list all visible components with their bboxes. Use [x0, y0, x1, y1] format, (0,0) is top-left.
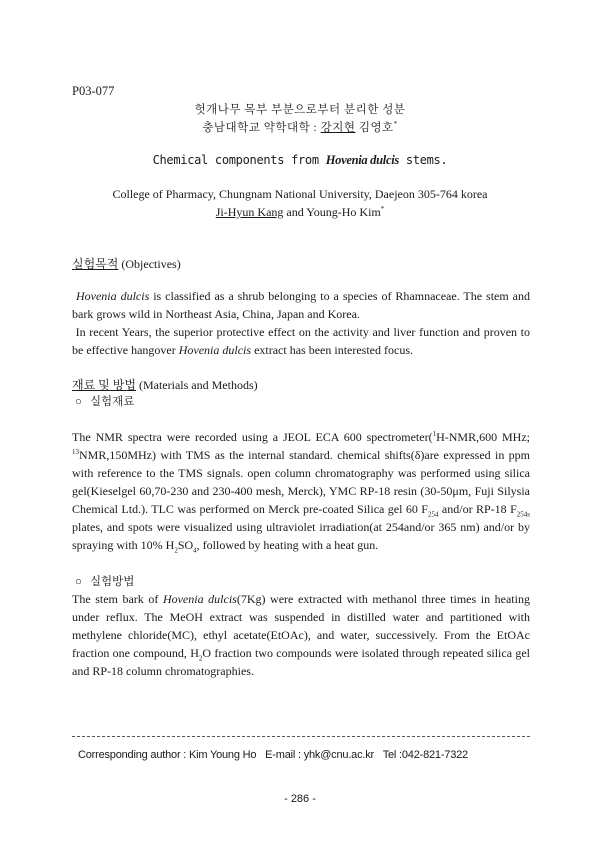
objectives-p2-start: In recent Years, the superior protective effect on the activity and liver function and proven to be effective hangover [72, 325, 530, 357]
materials-paragraph [72, 428, 530, 554]
materials-text: SO [177, 538, 194, 552]
superscript: 1 [432, 430, 437, 438]
objectives-heading [72, 255, 181, 272]
methods-heading-en: (Materials and Methods) [135, 378, 258, 392]
english-title-suffix: stems. [398, 153, 448, 167]
subscript: 2 [198, 654, 203, 663]
procedure-text: The stem bark of [72, 592, 163, 606]
corresponding-mark: * [380, 205, 385, 213]
species-name: Hovenia dulcis [162, 592, 237, 606]
english-affiliation: College of Pharmacy, Chungnam National University, Daejeon 305-764 korea [112, 187, 488, 201]
procedure-paragraph [72, 590, 530, 680]
subscript: 254s [516, 510, 530, 519]
materials-text: and/or RP-18 F [438, 502, 517, 516]
objectives-p2-end: extract has been interested focus. [251, 343, 413, 357]
korean-title: 헛개나무 목부 부분으로부터 분리한 성분 [194, 104, 406, 116]
materials-subheading [75, 393, 134, 409]
author-1: Ji-Hyun Kang [215, 205, 284, 219]
materials-text: , followed by heating with a heat gun. [196, 538, 379, 552]
materials-label: 실험재료 [89, 396, 135, 408]
korean-corresponding-mark: * [393, 120, 398, 129]
circle-bullet: ○ [75, 576, 82, 588]
materials-text: plates, and spots were visualized using ultraviolet irradiation(at 254and/or 365 nm) and/or by spraying with 10% H [72, 520, 530, 552]
objectives-p1-text: is classified as a shrub belonging to a species of Rhamnaceae. The stem and bark grows wild in Northeast Asia, China, Japan and Korea. [72, 289, 530, 321]
procedure-subheading [75, 573, 134, 589]
korean-author-1: 강지현 [320, 122, 356, 134]
circle-bullet: ○ [75, 396, 82, 408]
korean-affiliation [0, 119, 600, 135]
species-name: Hovenia dulcis [178, 343, 252, 357]
objectives-heading-en: (Objectives) [118, 257, 181, 271]
english-title-species: Hovenia dulcis [325, 153, 399, 167]
corresponding-info [78, 749, 474, 761]
korean-author-2: 김영호 [358, 122, 394, 134]
materials-text: H-NMR,600 MHz; [436, 430, 530, 444]
methods-heading [72, 376, 258, 393]
telephone: Tel :042-821-7322 [382, 749, 468, 761]
korean-affiliation-text: 충남대학교 약학대학 : [202, 122, 318, 134]
subscript: 4 [193, 546, 197, 555]
species-name: Hovenia dulcis [75, 289, 150, 303]
materials-text: The NMR spectra were recorded using a JEOL ECA 600 spectrometer( [72, 430, 433, 444]
english-title [0, 153, 600, 168]
procedure-label: 실험방법 [89, 576, 135, 588]
superscript: 13 [72, 448, 79, 456]
english-title-prefix: Chemical components from [152, 153, 326, 167]
methods-heading-kr: 재료 및 방법 [72, 378, 136, 392]
materials-text: NMR,150MHz) with TMS as the internal standard. chemical shifts(δ)are expressed in ppm with reference to the TMS signals. open column chromatography was performed using silica gel(Kieselgel 60,70-230 and 230-400 mesh, Merck), YMC RP-18 resin (30-50μm, Fuji Silysia Chemical Ltd.). TLC was performed on Merck pre-coated Silica gel 60 F [72, 448, 530, 516]
procedure-text: (7Kg) were extracted with methanol three times in heating under reflux. The MeOH extract was suspended in distilled water and partitioned with methylene chloride(MC), ethyl acetate(EtOAc), and water, successively. From the EtOAc fraction one compound, H [72, 592, 530, 660]
author-2: Young-Ho Kim [306, 205, 381, 219]
objectives-paragraph-1 [72, 287, 530, 323]
objectives-paragraph-2 [72, 323, 530, 359]
english-authors [0, 205, 600, 220]
poster-code: P03-077 [72, 84, 115, 98]
page-number: - 286 - [284, 793, 316, 805]
corresponding-author: Corresponding author : Kim Young Ho [78, 749, 257, 761]
subscript: 2 [174, 546, 178, 555]
objectives-heading-kr: 실험목적 [72, 257, 119, 271]
procedure-text: O fraction two compounds were isolated through repeated silica gel and RP-18 column chromatographies. [72, 646, 530, 678]
footer-divider [72, 736, 530, 737]
author-connector: and [283, 205, 307, 219]
email: E-mail : yhk@cnu.ac.kr [265, 749, 375, 761]
subscript: 254 [427, 510, 439, 519]
